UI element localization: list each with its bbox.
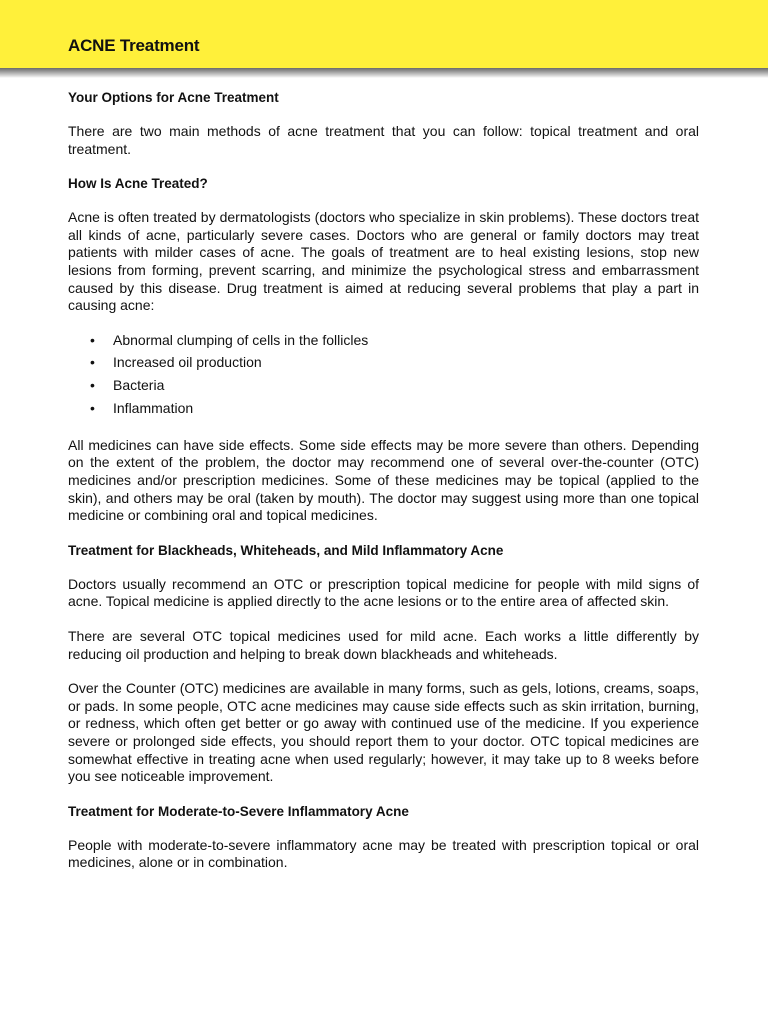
paragraph: Acne is often treated by dermatologists (doctors who specialize in skin problems). These doctors treat all kinds of acne, particularly severe cases. Doctors who are general or family doctors may treat patients with milder cases of acne. The goals of treatment are to heal existing lesions, stop new lesions from forming, prevent scarring, and minimize the psychological stress and embarrassment caused by this disease. Drug treatment is aimed at reducing several problems that play a part in causing acne: (68, 209, 699, 314)
list-item-text: Bacteria (113, 377, 165, 394)
bullet-icon: • (90, 331, 95, 348)
list-item (90, 331, 699, 349)
bullet-icon: • (90, 354, 95, 371)
document-body (68, 89, 699, 889)
list-item-text: Increased oil production (113, 354, 262, 371)
paragraph: Over the Counter (OTC) medicines are available in many forms, such as gels, lotions, creams, soaps, or pads. In some people, OTC acne medicines may cause side effects such as skin irritation, burning, or redness, which often get better or go away with continued use of the medicine. If you experience severe or prolonged side effects, you should report them to your doctor. OTC topical medicines are somewhat effective in treating acne when used regularly; however, it may take up to 8 weeks before you see noticeable improvement. (68, 680, 699, 785)
list-item (90, 377, 699, 394)
paragraph: There are two main methods of acne treatment that you can follow: topical treatment and oral treatment. (68, 123, 699, 157)
paragraph: There are several OTC topical medicines used for mild acne. Each works a little differently by reducing oil production and helping to break down blackheads and whiteheads. (68, 627, 699, 662)
section-heading: How Is Acne Treated? (68, 176, 208, 192)
list-item-text: Abnormal clumping of cells in the follicles (113, 331, 369, 348)
header-band (0, 0, 768, 69)
section-heading: Treatment for Blackheads, Whiteheads, and Mild Inflammatory Acne (68, 542, 504, 558)
bullet-icon: • (90, 399, 95, 416)
bullet-list (68, 332, 699, 417)
paragraph: Doctors usually recommend an OTC or prescription topical medicine for people with mild signs of acne. Topical medicine is applied directly to the acne lesions or to the entire area of affected skin. (68, 575, 699, 610)
list-item-text: Inflammation (113, 399, 194, 416)
paragraph: People with moderate-to-severe inflammatory acne may be treated with prescription topical or oral medicines, alone or in combination. (68, 836, 699, 871)
paragraph: All medicines can have side effects. Some side effects may be more severe than others. Depending on the extent of the problem, the doctor may recommend one of several over-the-counter (OTC) medicines and/or prescription medicines. Some of these medicines may be topical (applied to the skin), and others may be oral (taken by mouth). The doctor may suggest using more than one topical medicine or combining oral and topical medicines. (68, 436, 699, 524)
header-shadow (0, 68, 768, 78)
list-item (90, 354, 699, 371)
section-heading: Treatment for Moderate-to-Severe Inflammatory Acne (68, 803, 409, 819)
list-item (90, 399, 699, 417)
bullet-icon: • (90, 377, 95, 394)
section-heading: Your Options for Acne Treatment (68, 90, 279, 105)
document-title: ACNE Treatment (68, 36, 200, 55)
